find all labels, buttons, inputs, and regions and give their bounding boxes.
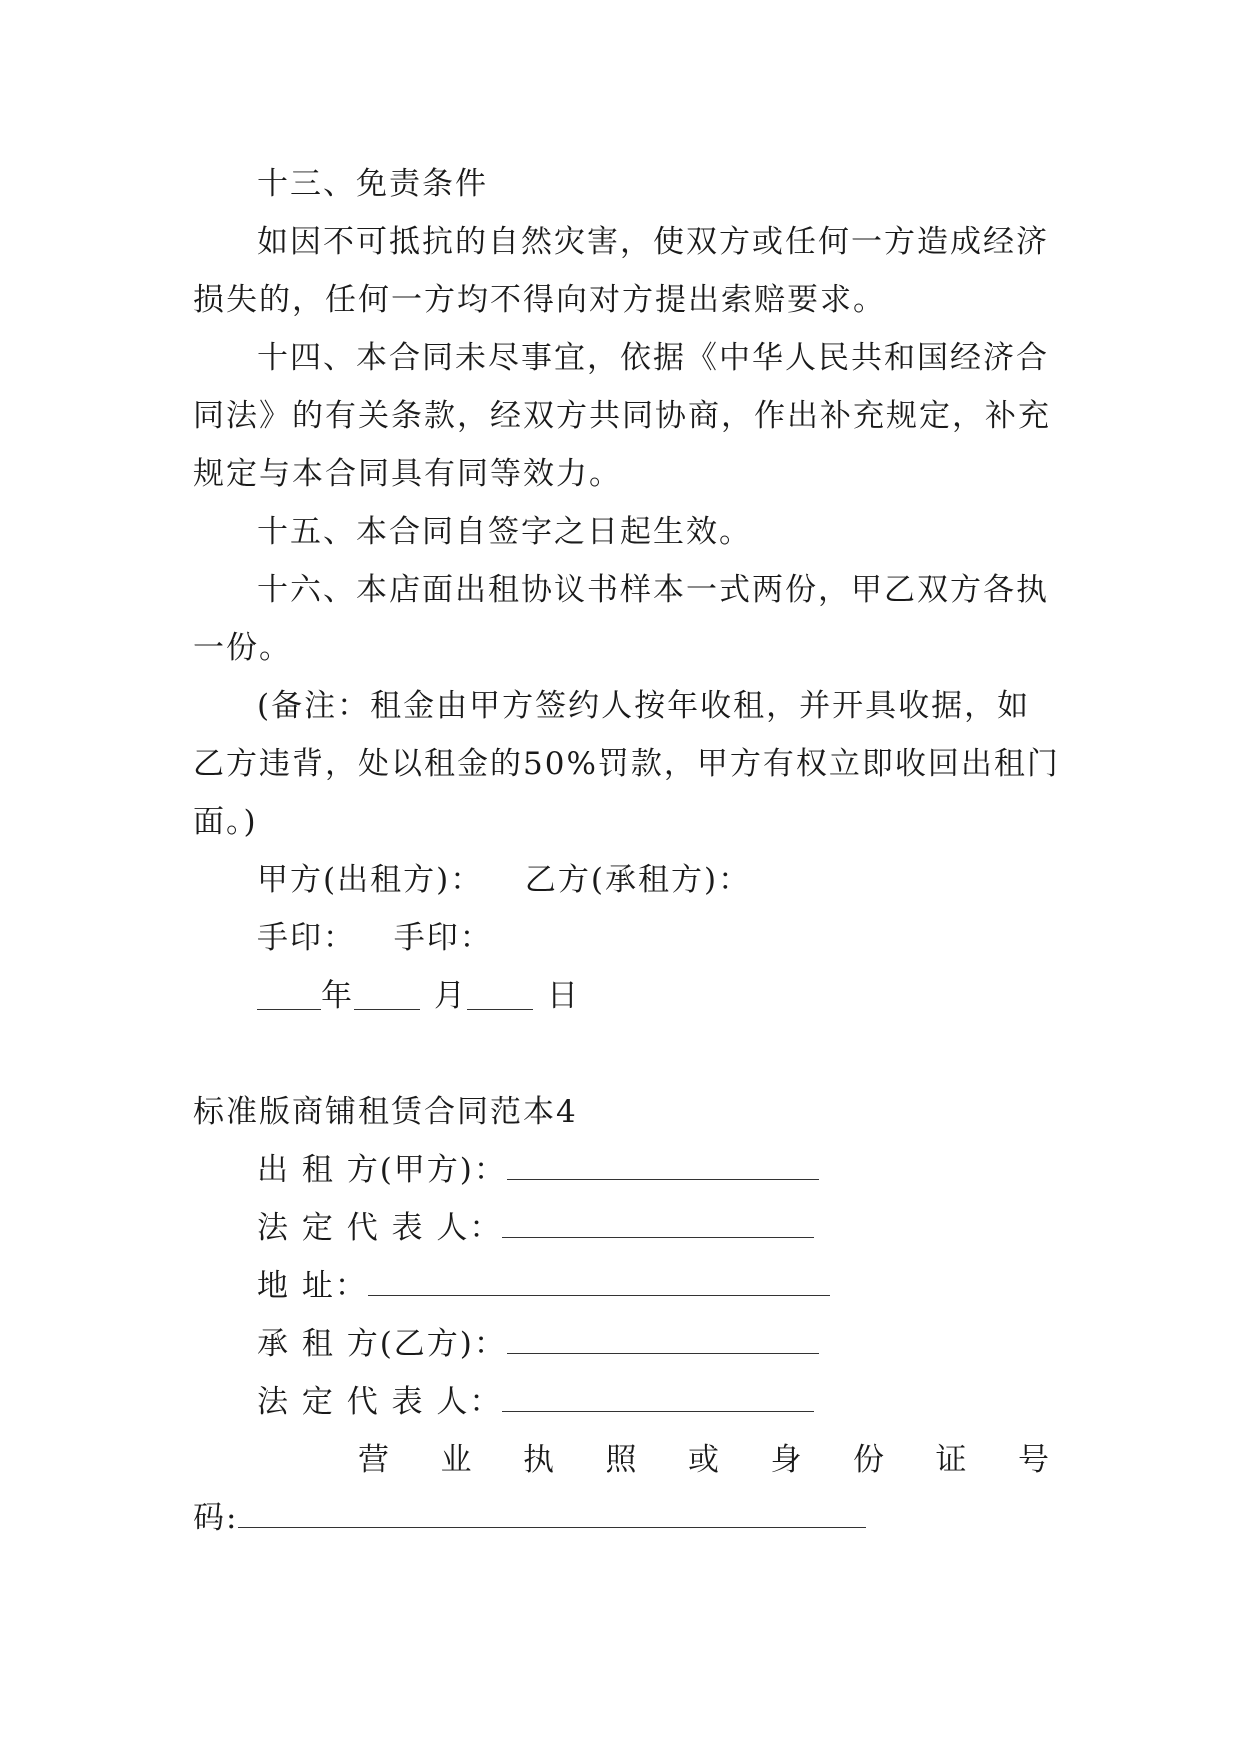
- lessor-label: 出 租 方(甲方)：: [257, 1152, 507, 1188]
- clause-16-line-2: 一份。: [193, 630, 292, 666]
- id-char: 业: [440, 1442, 474, 1478]
- id-char: 或: [688, 1442, 721, 1478]
- lessee-label: 承 租 方(乙方)：: [257, 1326, 507, 1362]
- party-a-label: 甲方(出租方)：: [257, 862, 484, 898]
- lessee-blank: [507, 1323, 819, 1354]
- seal-b-label: 手印：: [393, 920, 493, 956]
- id-char: 身: [770, 1442, 804, 1478]
- id-number-blank: [238, 1497, 866, 1528]
- address-field: [193, 1257, 1055, 1315]
- address-label: 地 址：: [257, 1268, 368, 1304]
- section-gap: [193, 1025, 1055, 1083]
- note-line-1: (备注：租金由甲方签约人按年收租，并开具收据，如: [257, 688, 1031, 724]
- legal-rep-label-2: 法 定 代 表 人：: [257, 1384, 503, 1420]
- year-label: 年: [321, 978, 354, 1014]
- legal-rep-blank-1: [502, 1207, 814, 1238]
- id-char: 号: [1018, 1442, 1051, 1478]
- clause-15: 十五、本合同自签字之日起生效。: [257, 514, 752, 550]
- seal-a-label: 手印：: [257, 920, 356, 956]
- month-blank: [354, 979, 420, 1010]
- id-number-label-end: 码:: [193, 1500, 239, 1536]
- signature-seals: [193, 909, 1055, 967]
- legal-rep-field-1: [193, 1199, 1055, 1257]
- document-page: [193, 155, 1060, 1547]
- clause-13-title: 十三、免责条件: [257, 166, 488, 202]
- day-blank: [467, 979, 533, 1010]
- contract-4-title: 标准版商铺租赁合同范本4: [193, 1094, 578, 1130]
- note-line-2: 乙方违背，处以租金的50%罚款，甲方有权立即收回出租门: [193, 746, 1060, 782]
- clause-14-line-1: 十四、本合同未尽事宜，依据《中华人民共和国经济合: [257, 340, 1049, 376]
- id-number-field: [193, 1489, 1055, 1547]
- clause-14-line-3: 规定与本合同具有同等效力。: [193, 456, 622, 492]
- clause-16-line-1: 十六、本店面出租协议书样本一式两份，甲乙双方各执: [257, 572, 1049, 608]
- day-label: 日: [547, 978, 580, 1014]
- note-line-3: 面。): [193, 804, 258, 840]
- id-char: 证: [935, 1442, 969, 1478]
- address-blank: [368, 1265, 830, 1296]
- id-char: 份: [853, 1442, 886, 1478]
- lessor-blank: [507, 1149, 819, 1180]
- id-char: 照: [605, 1442, 639, 1478]
- lessor-field: [193, 1141, 1055, 1199]
- id-number-label: [193, 1431, 1055, 1489]
- lessee-field: [193, 1315, 1055, 1373]
- signature-parties: [193, 851, 1055, 909]
- year-blank: [257, 979, 321, 1010]
- legal-rep-label-1: 法 定 代 表 人：: [257, 1210, 503, 1246]
- id-char: 执: [523, 1442, 556, 1478]
- legal-rep-field-2: [193, 1373, 1055, 1431]
- clause-13-line-1: 如因不可抵抗的自然灾害，使双方或任何一方造成经济: [257, 224, 1049, 260]
- month-label: 月: [434, 978, 467, 1014]
- clause-14-line-2: 同法》的有关条款，经双方共同协商，作出补充规定，补充: [193, 398, 1051, 434]
- id-char: 营: [358, 1442, 391, 1478]
- party-b-label: 乙方(承租方)：: [524, 862, 752, 898]
- clause-13-line-2: 损失的，任何一方均不得向对方提出索赔要求。: [193, 282, 886, 318]
- legal-rep-blank-2: [502, 1381, 814, 1412]
- signature-date: [193, 967, 1055, 1025]
